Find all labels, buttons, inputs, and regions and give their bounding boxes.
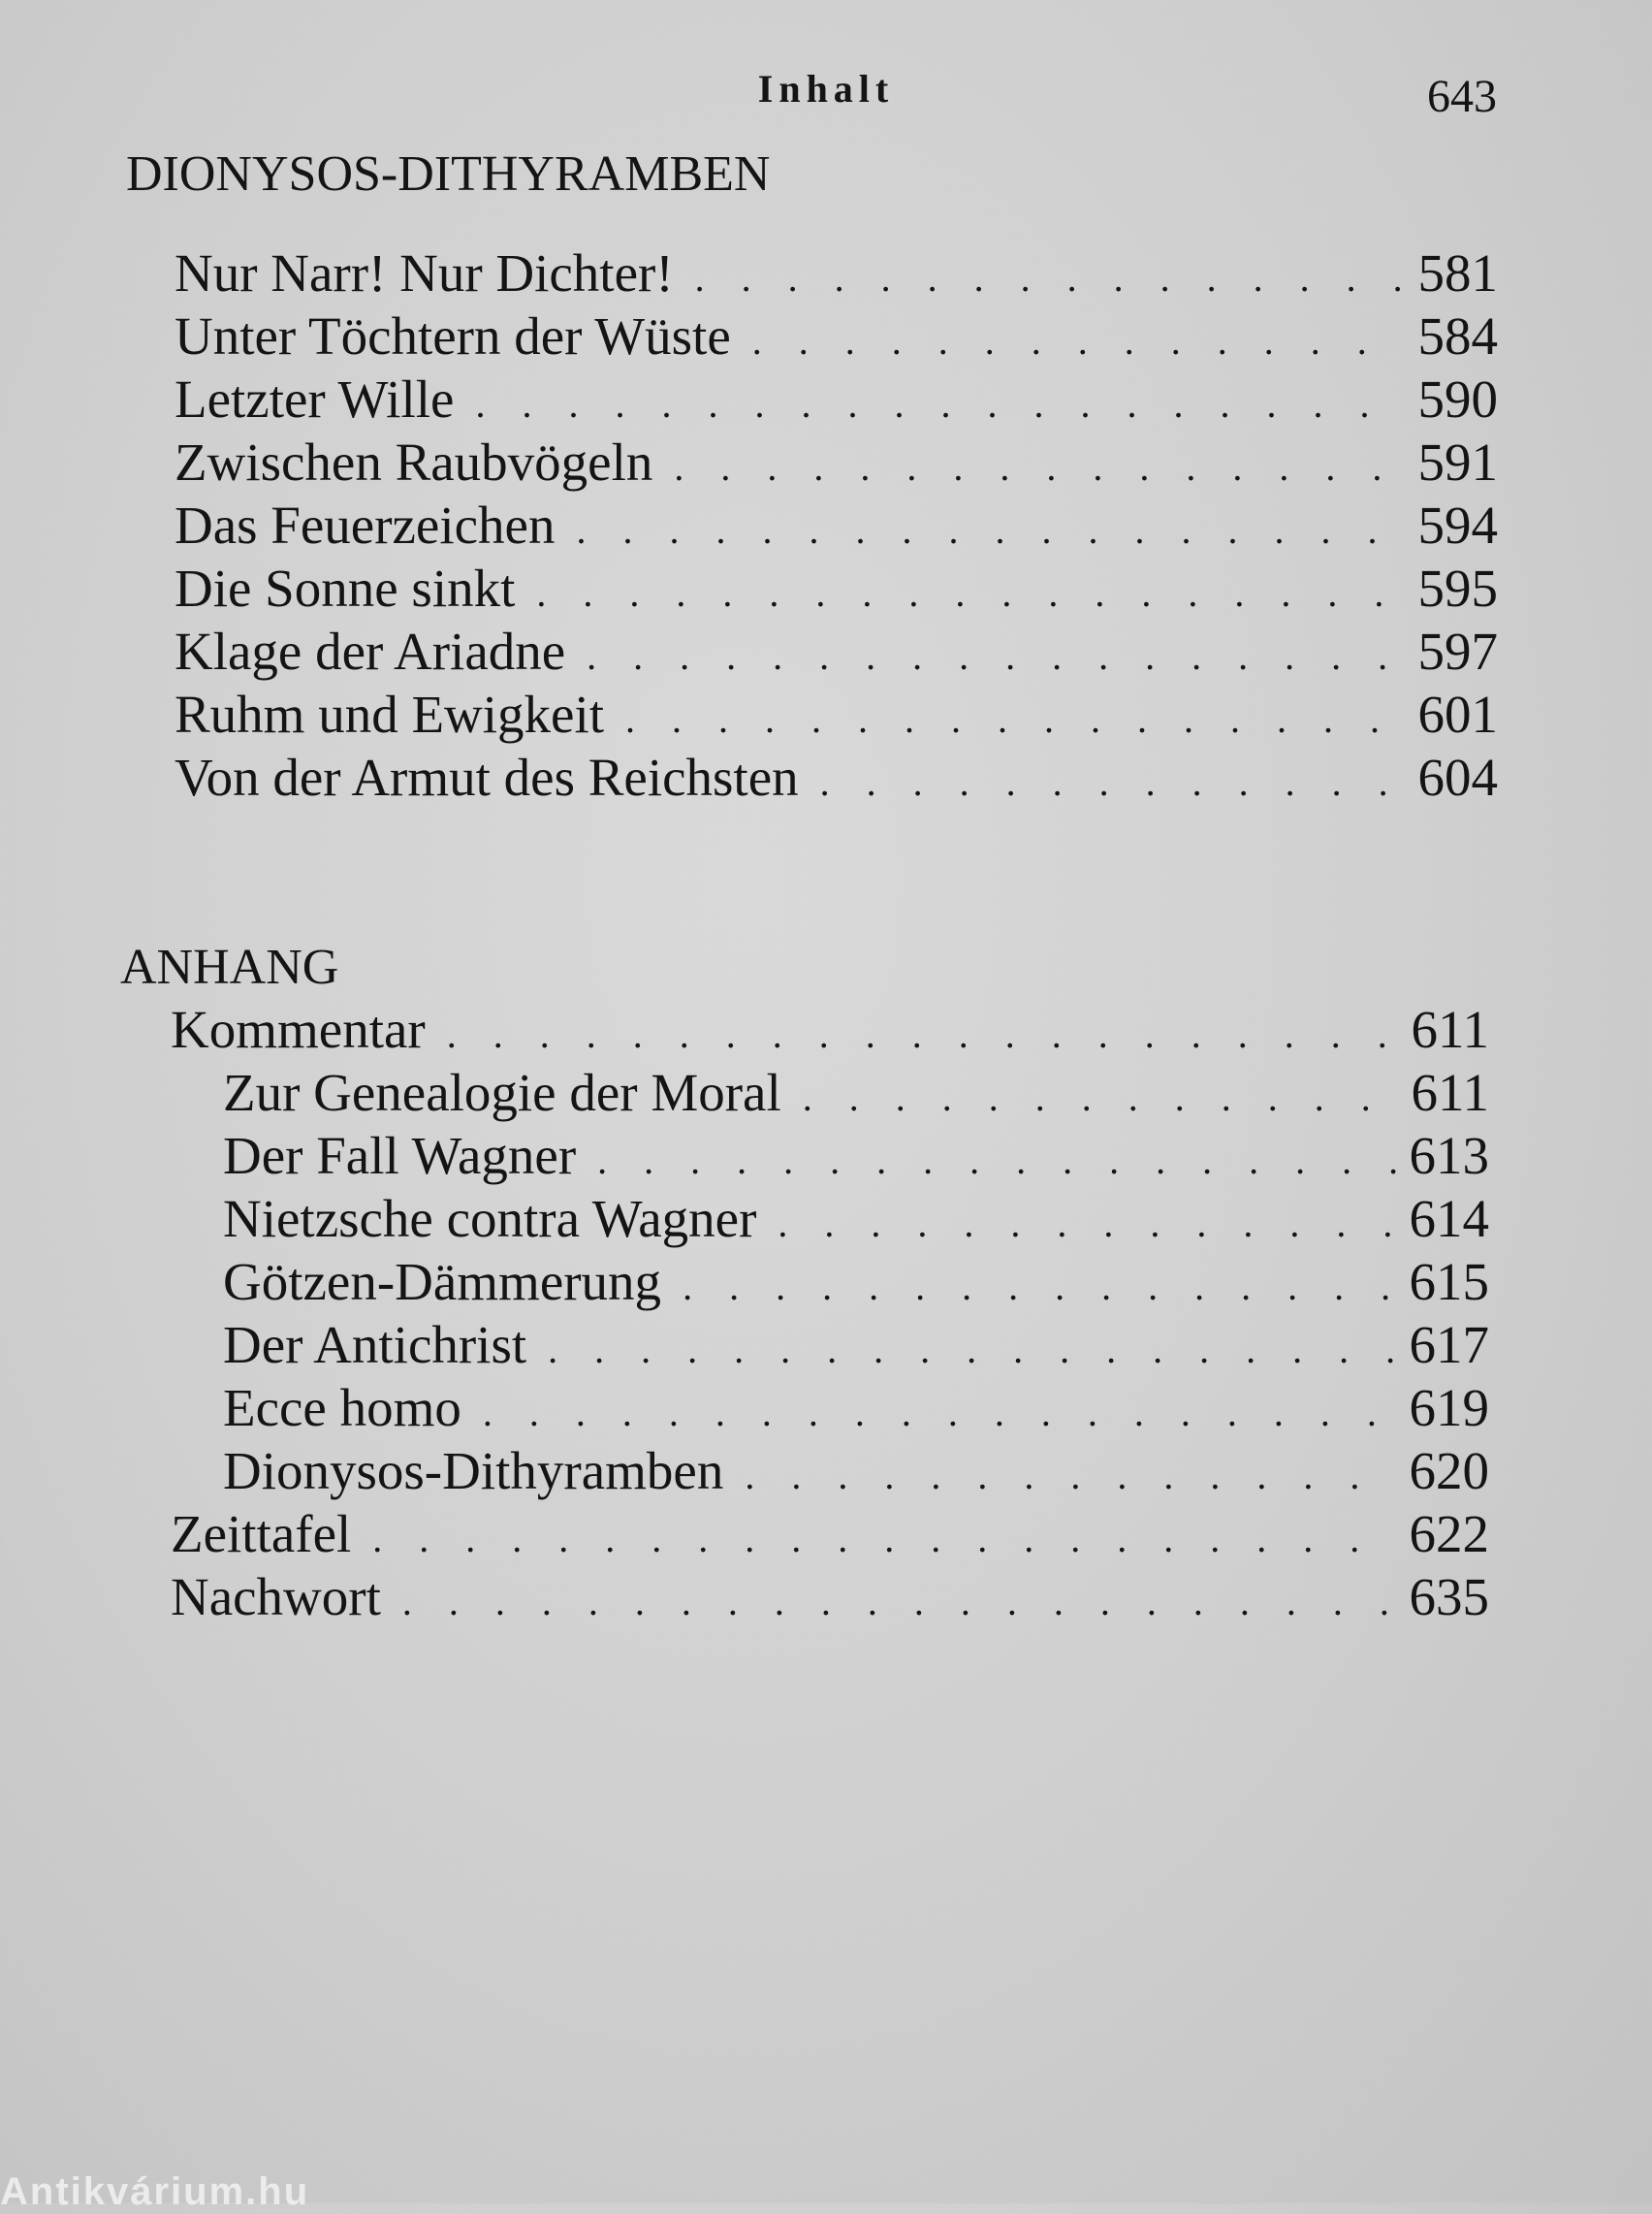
toc-entry-page: 581: [1417, 243, 1498, 303]
toc-entry-title: Letzter Wille: [175, 369, 455, 429]
leader-dots: [548, 1327, 1395, 1372]
toc-entry[interactable]: [171, 1566, 1489, 1629]
section-heading-dionysos-dithyramben: DIONYSOS-DITHYRAMBEN: [126, 146, 771, 202]
toc-entry[interactable]: [175, 495, 1498, 558]
leader-dots: [695, 255, 1405, 301]
toc-entry-title: Dionysos-Dithyramben: [223, 1441, 724, 1500]
toc-entry-title: Von der Armut des Reichsten: [175, 748, 799, 807]
section-heading-anhang: ANHANG: [120, 940, 339, 995]
toc-entry-title: Ecce homo: [223, 1378, 461, 1437]
toc-entry-page: 591: [1417, 433, 1498, 492]
toc-entry-page: 604: [1417, 748, 1498, 807]
toc-entry-page: 611: [1411, 1000, 1489, 1059]
toc-entry-page: 611: [1411, 1063, 1489, 1122]
toc-entry[interactable]: [171, 1251, 1489, 1314]
toc-entry[interactable]: [175, 432, 1498, 495]
leader-dots: [447, 1011, 1398, 1057]
toc-entry[interactable]: [171, 1440, 1489, 1503]
toc-entry-page: 601: [1417, 685, 1498, 744]
toc-entry-page: 594: [1417, 496, 1498, 555]
toc-entry-page: 584: [1417, 306, 1498, 366]
leader-dots: [752, 318, 1405, 364]
toc-entry[interactable]: [175, 558, 1498, 621]
leader-dots: [674, 444, 1404, 490]
toc-entry-page: 617: [1409, 1315, 1489, 1374]
toc-entry-title: Nur Narr! Nur Dichter!: [175, 243, 674, 303]
leader-dots: [372, 1516, 1395, 1561]
toc-entry[interactable]: [171, 1377, 1489, 1440]
leader-dots: [820, 759, 1405, 805]
toc-list-dionysos-dithyramben: [175, 242, 1498, 810]
toc-list-anhang: [171, 999, 1489, 1629]
toc-entry[interactable]: [171, 1314, 1489, 1377]
toc-entry[interactable]: [171, 1503, 1489, 1566]
toc-entry-title: Ruhm und Ewigkeit: [175, 685, 605, 744]
page-number: 643: [1427, 71, 1497, 122]
toc-entry-page: 619: [1409, 1378, 1489, 1437]
toc-entry-page: 597: [1417, 622, 1498, 681]
toc-entry-page: 614: [1409, 1189, 1489, 1248]
leader-dots: [745, 1453, 1395, 1498]
toc-entry-title: Der Fall Wagner: [223, 1126, 577, 1185]
toc-entry-title: Kommentar: [171, 1000, 426, 1059]
toc-entry-page: 595: [1417, 559, 1498, 618]
toc-entry-title: Zeittafel: [171, 1504, 352, 1563]
toc-entry-title: Götzen-Dämmerung: [223, 1252, 662, 1311]
toc-entry-title: Nachwort: [171, 1567, 381, 1626]
watermark: Antikvárium.hu: [0, 2170, 310, 2213]
toc-entry-page: 615: [1409, 1252, 1489, 1311]
toc-entry-title: Zwischen Raubvögeln: [175, 433, 653, 492]
toc-entry-title: Nietzsche contra Wagner: [223, 1189, 757, 1248]
leader-dots: [483, 1390, 1396, 1435]
leader-dots: [803, 1075, 1398, 1120]
leader-dots: [597, 1138, 1395, 1183]
toc-entry[interactable]: [175, 684, 1498, 747]
toc-entry[interactable]: [171, 1062, 1489, 1125]
leader-dots: [587, 633, 1404, 679]
toc-entry[interactable]: [175, 621, 1498, 684]
toc-entry-page: 613: [1409, 1126, 1489, 1185]
toc-entry-title: Unter Töchtern der Wüste: [175, 306, 731, 366]
leader-dots: [576, 507, 1404, 553]
leader-dots: [683, 1264, 1395, 1309]
toc-entry-page: 635: [1409, 1567, 1489, 1626]
toc-entry-page: 622: [1409, 1504, 1489, 1563]
toc-entry[interactable]: [171, 999, 1489, 1062]
leader-dots: [402, 1579, 1396, 1624]
toc-entry-title: Klage der Ariadne: [175, 622, 566, 681]
toc-entry-title: Die Sonne sinkt: [175, 559, 516, 618]
leader-dots: [536, 570, 1404, 616]
toc-subentries: [171, 1062, 1489, 1503]
toc-entry-page: 620: [1409, 1441, 1489, 1500]
leader-dots: [778, 1201, 1395, 1246]
toc-entry-title: Der Antichrist: [223, 1315, 527, 1374]
toc-entry[interactable]: [175, 747, 1498, 810]
leader-dots: [475, 381, 1404, 427]
toc-entry[interactable]: [171, 1125, 1489, 1188]
toc-entry-title: Das Feuerzeichen: [175, 496, 556, 555]
toc-entry[interactable]: [175, 242, 1498, 305]
toc-entry[interactable]: [175, 305, 1498, 369]
toc-entry-title: Zur Genealogie der Moral: [223, 1063, 781, 1122]
toc-entry[interactable]: [171, 1188, 1489, 1251]
toc-entry-page: 590: [1417, 369, 1498, 429]
toc-entry[interactable]: [175, 369, 1498, 432]
leader-dots: [625, 696, 1404, 742]
running-head: Inhalt: [757, 67, 895, 111]
